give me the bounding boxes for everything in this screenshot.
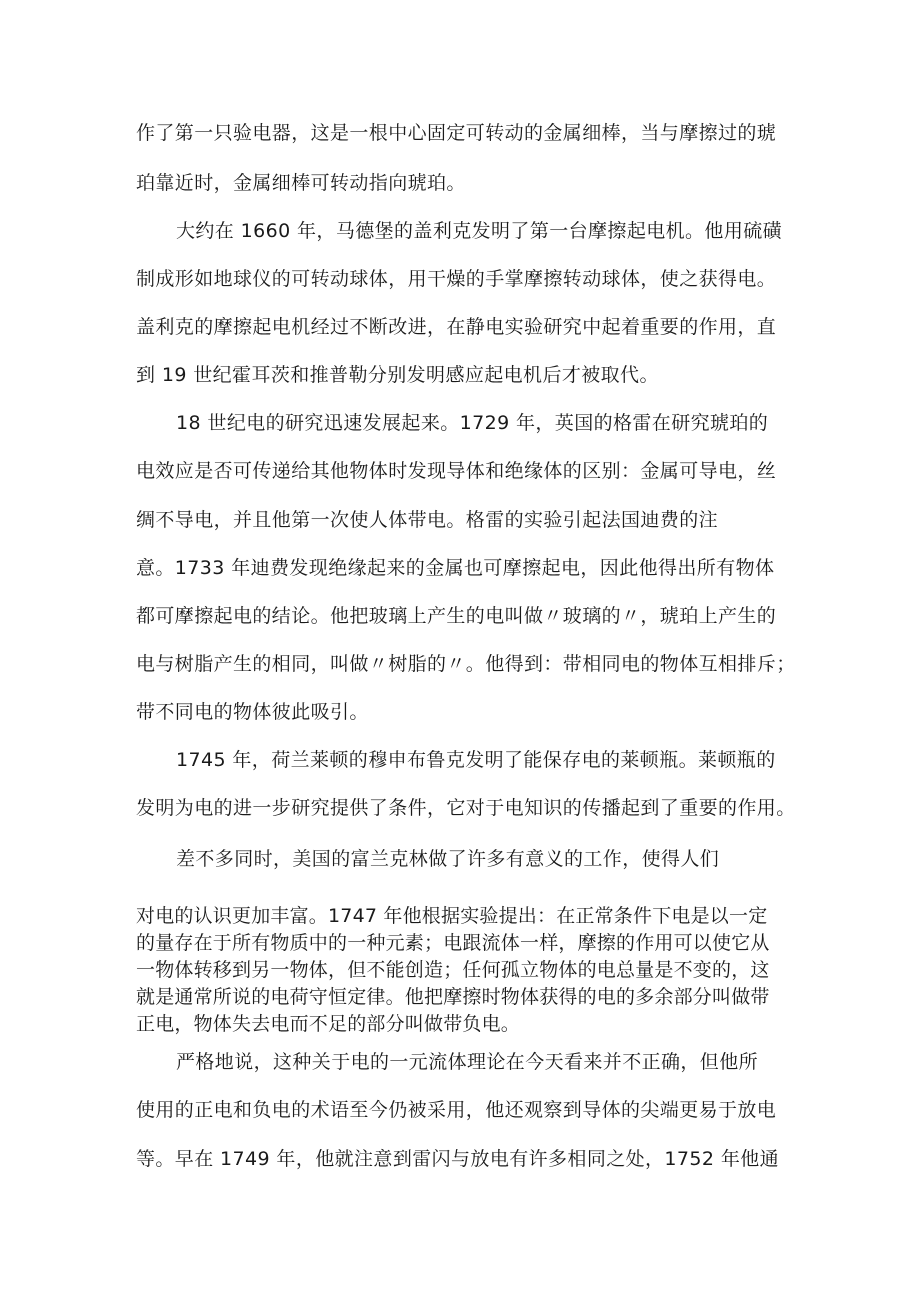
text-line: 的量存在于所有物质中的一种元素；电跟流体一样，摩擦的作用可以使它从 <box>136 932 770 954</box>
text-line: 到 19 世纪霍耳茨和推普勒分别发明感应起电机后才被取代。 <box>136 364 659 386</box>
text-line: 等。早在 1749 年，他就注意到雷闪与放电有许多相同之处，1752 年他通 <box>136 1148 780 1170</box>
text-line: 意。1733 年迪费发现绝缘起来的金属也可摩擦起电，因此他得出所有物体 <box>136 557 775 579</box>
text-line: 发明为电的进一步研究提供了条件，它对于电知识的传播起到了重要的作用。 <box>136 797 796 819</box>
paragraph-first-line: 差不多同时，美国的富兰克林做了许多有意义的工作，使得人们 <box>176 848 720 870</box>
paragraph-first-line: 18 世纪电的研究迅速发展起来。1729 年，英国的格雷在研究琥珀的 <box>176 412 769 434</box>
text-line: 对电的认识更加丰富。1747 年他根据实验提出：在正常条件下电是以一定 <box>136 905 768 927</box>
paragraph-first-line: 1745 年，荷兰莱顿的穆申布鲁克发明了能保存电的莱顿瓶。莱顿瓶的 <box>176 749 776 771</box>
paragraph-first-line: 大约在 1660 年，马德堡的盖利克发明了第一台摩擦起电机。他用硫磺 <box>176 220 783 242</box>
text-line: 电效应是否可传递给其他物体时发现导体和绝缘体的区别：金属可导电，丝 <box>136 460 777 482</box>
text-line: 绸不导电，并且他第一次使人体带电。格雷的实验引起法国迪费的注 <box>136 509 719 531</box>
text-line: 正电，物体失去电而不足的部分叫做带负电。 <box>136 1013 521 1035</box>
text-line: 使用的正电和负电的术语至今仍被采用，他还观察到导体的尖端更易于放电 <box>136 1099 777 1121</box>
text-line: 都可摩擦起电的结论。他把玻璃上产生的电叫做〃玻璃的〃，琥珀上产生的 <box>136 605 777 627</box>
text-line: 珀靠近时，金属细棒可转动指向琥珀。 <box>136 172 466 194</box>
text-line: 电与树脂产生的相同，叫做〃树脂的〃。他得到：带相同电的物体互相排斥； <box>136 653 796 675</box>
text-line: 一物体转移到另一物体，但不能创造；任何孤立物体的电总量是不变的，这 <box>136 959 770 981</box>
text-line: 盖利克的摩擦起电机经过不断改进，在静电实验研究中起着重要的作用，直 <box>136 316 777 338</box>
text-line: 带不同电的物体彼此吸引。 <box>136 701 369 723</box>
text-line: 制成形如地球仪的可转动球体，用干燥的手掌摩擦转动球体，使之获得电。 <box>136 268 777 290</box>
text-line: 就是通常所说的电荷守恒定律。他把摩擦时物体获得的电的多余部分叫做带 <box>136 986 770 1008</box>
text-line: 作了第一只验电器，这是一根中心固定可转动的金属细棒，当与摩擦过的琥 <box>136 122 777 144</box>
paragraph-first-line: 严格地说，这种关于电的一元流体理论在今天看来并不正确，但他所 <box>176 1051 759 1073</box>
